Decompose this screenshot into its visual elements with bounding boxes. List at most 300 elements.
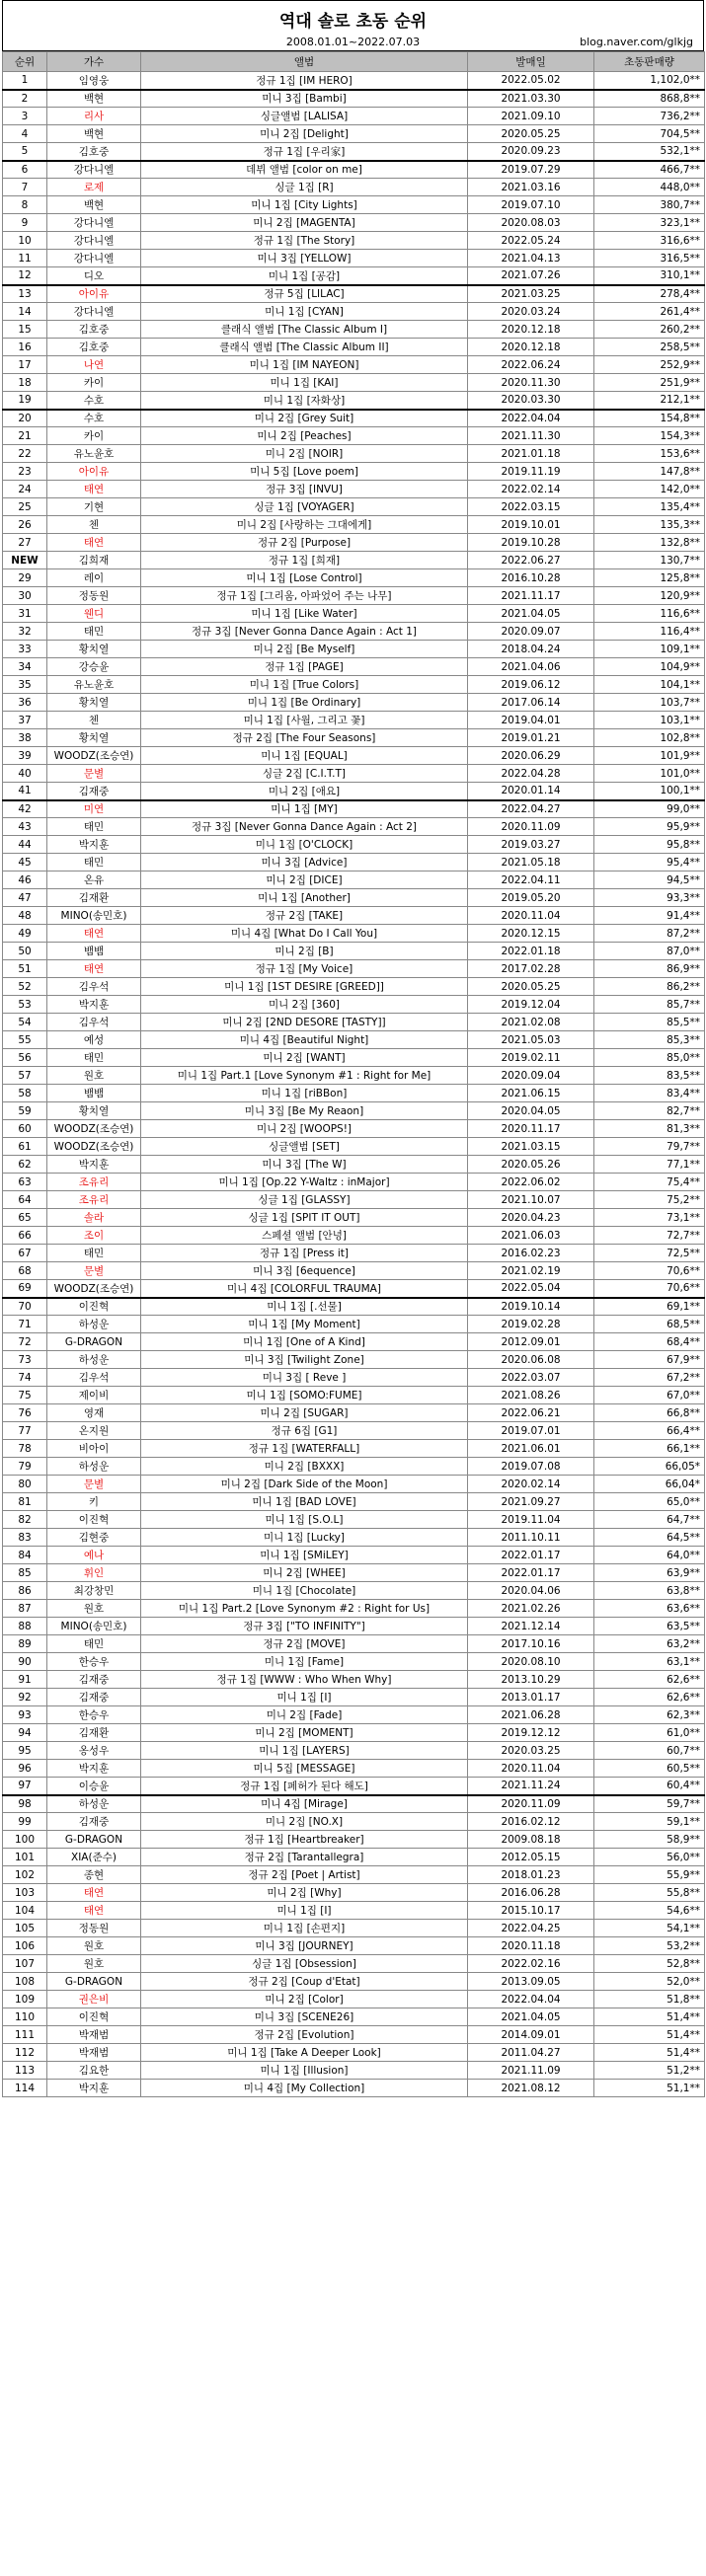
table-row [3,143,705,161]
sales-cell: 142,0** [594,481,705,498]
artist-cell: 수호 [47,392,141,410]
sales-cell: 135,4** [594,498,705,516]
release-date-cell: 2022.01.18 [468,943,594,960]
table-row [3,943,705,960]
album-cell: 스페셜 앨범 [안녕] [141,1227,468,1245]
release-date-cell: 2020.11.30 [468,374,594,392]
sales-cell: 83,5** [594,1067,705,1085]
table-row [3,605,705,623]
artist-cell: 박지훈 [47,1760,141,1778]
rank-cell: 59 [3,1102,47,1120]
rank-cell: 113 [3,2062,47,2080]
artist-cell: 이진혁 [47,2008,141,2026]
artist-cell: 제이비 [47,1387,141,1404]
rank-cell: 58 [3,1085,47,1102]
sales-cell: 1,102,0** [594,72,705,90]
sales-cell: 73,1** [594,1209,705,1227]
artist-cell: 문별 [47,765,141,783]
album-cell: 정규 1집 [희재] [141,552,468,569]
sales-cell: 154,8** [594,410,705,427]
table-row [3,1227,705,1245]
sales-cell: 448,0** [594,179,705,196]
sales-cell: 85,5** [594,1014,705,1031]
rank-cell: 56 [3,1049,47,1067]
album-cell: 미니 2집 [WANT] [141,1049,468,1067]
release-date-cell: 2021.09.27 [468,1493,594,1511]
rank-cell: 1 [3,72,47,90]
album-cell: 미니 1집 [MY] [141,800,468,818]
release-date-cell: 2019.10.28 [468,534,594,552]
release-date-cell: 2020.11.09 [468,1795,594,1813]
rank-cell: 86 [3,1582,47,1600]
album-cell: 싱글 2집 [C.I.T.T] [141,765,468,783]
sales-cell: 260,2** [594,321,705,339]
rank-cell: 13 [3,285,47,303]
album-cell: 미니 2집 [애요] [141,783,468,800]
release-date-cell: 2020.04.23 [468,1209,594,1227]
release-date-cell: 2021.02.26 [468,1600,594,1618]
artist-cell: 온유 [47,871,141,889]
album-cell: 미니 2집 [DICE] [141,871,468,889]
artist-cell: 카이 [47,427,141,445]
table-row [3,1049,705,1067]
rank-cell: 22 [3,445,47,463]
album-cell: 미니 1집 [IM NAYEON] [141,356,468,374]
album-cell: 미니 2집 [Delight] [141,125,468,143]
rank-cell: 30 [3,587,47,605]
table-row [3,339,705,356]
artist-cell: 하성운 [47,1316,141,1333]
table-row [3,1937,705,1955]
rank-cell: 29 [3,569,47,587]
sales-cell: 316,6** [594,232,705,250]
table-row [3,2044,705,2062]
artist-cell: 박지훈 [47,1156,141,1174]
artist-cell: MINO(송민호) [47,907,141,925]
sales-cell: 81,3** [594,1120,705,1138]
album-cell: 정규 2집 [Poet | Artist] [141,1866,468,1884]
table-row [3,1280,705,1298]
page-title: 역대 솔로 초동 순위 [278,12,428,32]
artist-cell: 원호 [47,1937,141,1955]
album-cell: 미니 1집 [Lose Control] [141,569,468,587]
rank-cell: 26 [3,516,47,534]
sales-cell: 154,3** [594,427,705,445]
release-date-cell: 2020.06.08 [468,1351,594,1369]
release-date-cell: 2022.04.25 [468,1920,594,1937]
album-cell: 미니 1집 [자화상] [141,392,468,410]
release-date-cell: 2022.06.21 [468,1404,594,1422]
album-cell: 미니 1집 Part.1 [Love Synonym #1 : Right for Me] [141,1067,468,1085]
sales-cell: 66,04* [594,1476,705,1493]
table-row [3,1955,705,1973]
rank-cell: 73 [3,1351,47,1369]
album-cell: 싱글 1집 [Obsession] [141,1955,468,1973]
artist-cell: 옹성우 [47,1742,141,1760]
album-cell: 정규 1집 [My Voice] [141,960,468,978]
artist-cell: MINO(송민호) [47,1618,141,1635]
album-cell: 정규 1집 [PAGE] [141,658,468,676]
sales-cell: 54,1** [594,1920,705,1937]
artist-cell: 원호 [47,1955,141,1973]
table-row [3,161,705,179]
artist-cell: 하성운 [47,1458,141,1476]
artist-cell: 태민 [47,623,141,641]
sales-cell: 63,8** [594,1582,705,1600]
rank-cell: 39 [3,747,47,765]
sales-cell: 380,7** [594,196,705,214]
table-row [3,356,705,374]
sales-cell: 103,1** [594,712,705,729]
sales-cell: 116,6** [594,605,705,623]
table-row [3,658,705,676]
rank-cell: 67 [3,1245,47,1262]
artist-cell: 김호중 [47,321,141,339]
source-url: blog.naver.com/glkjg [580,36,693,48]
sales-cell: 87,0** [594,943,705,960]
release-date-cell: 2022.06.27 [468,552,594,569]
table-row [3,108,705,125]
album-cell: 미니 1집 [1ST DESIRE [GREED]] [141,978,468,996]
release-date-cell: 2016.02.23 [468,1245,594,1262]
artist-cell: 태연 [47,925,141,943]
rank-cell: 92 [3,1689,47,1706]
release-date-cell: 2022.04.28 [468,765,594,783]
rank-cell: 57 [3,1067,47,1085]
sales-cell: 68,4** [594,1333,705,1351]
rank-cell: 41 [3,783,47,800]
artist-cell: 태연 [47,534,141,552]
sales-cell: 51,8** [594,1991,705,2008]
release-date-cell: 2020.05.25 [468,125,594,143]
rank-cell: 27 [3,534,47,552]
album-cell: 정규 1집 [우리家] [141,143,468,161]
release-date-cell: 2022.05.24 [468,232,594,250]
artist-cell: 강다니엘 [47,303,141,321]
rank-cell: 12 [3,267,47,285]
artist-cell: 정동원 [47,587,141,605]
rank-cell: 77 [3,1422,47,1440]
rank-cell: 76 [3,1404,47,1422]
table-row [3,1547,705,1564]
release-date-cell: 2020.11.09 [468,818,594,836]
album-cell: 정규 2집 [MOVE] [141,1635,468,1653]
release-date-cell: 2020.11.04 [468,1760,594,1778]
table-row [3,1351,705,1369]
release-date-cell: 2020.08.10 [468,1653,594,1671]
rank-cell: 11 [3,250,47,267]
rank-cell: 74 [3,1369,47,1387]
album-cell: 미니 4집 [COLORFUL TRAUMA] [141,1280,468,1298]
artist-cell: 첸 [47,712,141,729]
sales-cell: 70,6** [594,1262,705,1280]
table-row [3,427,705,445]
rank-cell: 8 [3,196,47,214]
table-row [3,1387,705,1404]
table-row [3,1618,705,1635]
table-row [3,1706,705,1724]
release-date-cell: 2019.03.27 [468,836,594,854]
album-cell: 정규 1집 [Heartbreaker] [141,1831,468,1849]
release-date-cell: 2011.04.27 [468,2044,594,2062]
artist-cell: 박지훈 [47,2080,141,2097]
column-header-first-week-sales: 초동판매량 [594,52,705,72]
release-date-cell: 2020.02.14 [468,1476,594,1493]
release-date-cell: 2020.03.24 [468,303,594,321]
album-cell: 미니 2집 [MOMENT] [141,1724,468,1742]
album-cell: 미니 2집 [Grey Suit] [141,410,468,427]
artist-cell: 태연 [47,1902,141,1920]
rank-cell: 38 [3,729,47,747]
sales-cell: 67,9** [594,1351,705,1369]
rank-cell: 35 [3,676,47,694]
sales-cell: 52,0** [594,1973,705,1991]
sales-cell: 62,6** [594,1689,705,1706]
release-date-cell: 2020.09.23 [468,143,594,161]
rank-cell: 43 [3,818,47,836]
rank-cell: 83 [3,1529,47,1547]
rank-cell: 47 [3,889,47,907]
sales-cell: 62,6** [594,1671,705,1689]
rank-cell: 44 [3,836,47,854]
artist-cell: 리사 [47,108,141,125]
sales-cell: 66,05* [594,1458,705,1476]
sales-cell: 109,1** [594,641,705,658]
artist-cell: 김재환 [47,1724,141,1742]
table-row [3,623,705,641]
table-row [3,498,705,516]
album-cell: 미니 4집 [Mirage] [141,1795,468,1813]
artist-cell: 김우석 [47,1369,141,1387]
release-date-cell: 2021.11.30 [468,427,594,445]
table-row [3,996,705,1014]
rank-cell: 85 [3,1564,47,1582]
sales-cell: 55,8** [594,1884,705,1902]
table-row [3,1529,705,1547]
release-date-cell: 2020.12.15 [468,925,594,943]
artist-cell: 정동원 [47,1920,141,1937]
table-row [3,854,705,871]
release-date-cell: 2017.10.16 [468,1635,594,1653]
album-cell: 미니 4집 [What Do I Call You] [141,925,468,943]
sales-cell: 104,1** [594,676,705,694]
table-row [3,1653,705,1671]
release-date-cell: 2020.04.05 [468,1102,594,1120]
column-header-artist: 가수 [47,52,141,72]
album-cell: 클래식 앨범 [The Classic Album II] [141,339,468,356]
album-cell: 미니 3집 [Advice] [141,854,468,871]
album-cell: 미니 2집 [NO.X] [141,1813,468,1831]
table-row [3,1582,705,1600]
release-date-cell: 2021.06.01 [468,1440,594,1458]
artist-cell: 솔라 [47,1209,141,1227]
release-date-cell: 2020.12.18 [468,339,594,356]
rank-cell: 9 [3,214,47,232]
release-date-cell: 2014.09.01 [468,2026,594,2044]
sales-cell: 69,1** [594,1298,705,1316]
table-row [3,1174,705,1191]
release-date-cell: 2019.11.04 [468,1511,594,1529]
sales-cell: 75,2** [594,1191,705,1209]
release-date-cell: 2022.06.02 [468,1174,594,1191]
artist-cell: 강다니엘 [47,232,141,250]
rank-cell: 24 [3,481,47,498]
artist-cell: 김재중 [47,1671,141,1689]
sales-cell: 51,1** [594,2080,705,2097]
album-cell: 미니 2집 [360] [141,996,468,1014]
album-cell: 미니 1집 [S.O.L] [141,1511,468,1529]
table-row [3,285,705,303]
sales-cell: 66,8** [594,1404,705,1422]
rank-cell: 31 [3,605,47,623]
album-cell: 미니 2집 [NOIR] [141,445,468,463]
sales-cell: 53,2** [594,1937,705,1955]
artist-cell: 박재범 [47,2026,141,2044]
table-row [3,232,705,250]
sales-cell: 278,4** [594,285,705,303]
table-row [3,1724,705,1742]
table-row [3,72,705,90]
rank-cell: 40 [3,765,47,783]
sales-cell: 59,1** [594,1813,705,1831]
table-row [3,907,705,925]
rank-cell: 14 [3,303,47,321]
release-date-cell: 2022.01.17 [468,1564,594,1582]
table-row [3,481,705,498]
table-row [3,1671,705,1689]
artist-cell: 김우석 [47,978,141,996]
sales-cell: 52,8** [594,1955,705,1973]
release-date-cell: 2022.02.14 [468,481,594,498]
table-row [3,1493,705,1511]
sales-cell: 77,1** [594,1156,705,1174]
artist-cell: 아이유 [47,463,141,481]
rank-cell: 25 [3,498,47,516]
artist-cell: 미연 [47,800,141,818]
table-row [3,1564,705,1582]
artist-cell: 박재범 [47,2044,141,2062]
sales-cell: 85,7** [594,996,705,1014]
rank-cell: 50 [3,943,47,960]
column-header-album: 앨범 [141,52,468,72]
artist-cell: 레이 [47,569,141,587]
table-row [3,729,705,747]
rank-cell: 81 [3,1493,47,1511]
sales-cell: 72,5** [594,1245,705,1262]
rank-cell: 105 [3,1920,47,1937]
artist-cell: WOODZ(조승연) [47,1280,141,1298]
artist-cell: 나연 [47,356,141,374]
rank-cell: 107 [3,1955,47,1973]
album-cell: 정규 3집 [INVU] [141,481,468,498]
sales-cell: 91,4** [594,907,705,925]
artist-cell: 황치열 [47,641,141,658]
sales-cell: 63,9** [594,1564,705,1582]
release-date-cell: 2020.01.14 [468,783,594,800]
rank-cell: 32 [3,623,47,641]
artist-cell: 김호중 [47,339,141,356]
release-date-cell: 2013.01.17 [468,1689,594,1706]
sales-cell: 55,9** [594,1866,705,1884]
table-row [3,978,705,996]
artist-cell: 조유리 [47,1174,141,1191]
album-cell: 미니 1집 [BAD LOVE] [141,1493,468,1511]
release-date-cell: 2020.03.25 [468,1742,594,1760]
album-cell: 미니 1집 [손편지] [141,1920,468,1937]
rank-cell: 90 [3,1653,47,1671]
rank-cell: 101 [3,1849,47,1866]
album-cell: 미니 1집 [Be Ordinary] [141,694,468,712]
sales-cell: 95,8** [594,836,705,854]
table-row [3,179,705,196]
release-date-cell: 2021.10.07 [468,1191,594,1209]
release-date-cell: 2013.10.29 [468,1671,594,1689]
sales-cell: 65,0** [594,1493,705,1511]
sales-cell: 116,4** [594,623,705,641]
album-cell: 미니 1집 Part.2 [Love Synonym #2 : Right for Us] [141,1600,468,1618]
album-cell: 미니 2집 [SUGAR] [141,1404,468,1422]
artist-cell: 박지훈 [47,836,141,854]
artist-cell: 비아이 [47,1440,141,1458]
album-cell: 미니 2집 [사랑하는 그대에게] [141,516,468,534]
table-header-row [3,52,705,72]
sales-cell: 62,3** [594,1706,705,1724]
sales-cell: 104,9** [594,658,705,676]
sales-cell: 532,1** [594,143,705,161]
artist-cell: 종현 [47,1866,141,1884]
artist-cell: 김재중 [47,1689,141,1706]
sales-cell: 94,5** [594,871,705,889]
sales-cell: 51,4** [594,2008,705,2026]
album-cell: 정규 1집 [그리움, 아파었어 주는 나무] [141,587,468,605]
rank-cell: 2 [3,90,47,108]
sales-cell: 67,0** [594,1387,705,1404]
sales-cell: 86,2** [594,978,705,996]
artist-cell: 황치열 [47,694,141,712]
sales-cell: 130,7** [594,552,705,569]
sales-cell: 95,9** [594,818,705,836]
artist-cell: 조이 [47,1227,141,1245]
artist-cell: 태민 [47,1049,141,1067]
table-row [3,1440,705,1458]
table-row [3,303,705,321]
sales-cell: 64,0** [594,1547,705,1564]
rank-cell: 6 [3,161,47,179]
album-cell: 미니 1집 [I] [141,1902,468,1920]
sales-cell: 79,7** [594,1138,705,1156]
release-date-cell: 2020.08.03 [468,214,594,232]
table-row [3,783,705,800]
table-row [3,90,705,108]
album-cell: 미니 1집 [LAYERS] [141,1742,468,1760]
release-date-cell: 2021.11.09 [468,2062,594,2080]
release-date-cell: 2022.04.11 [468,871,594,889]
sales-cell: 93,3** [594,889,705,907]
album-cell: 미니 1집 [Op.22 Y-Waltz : inMajor] [141,1174,468,1191]
rank-cell: 75 [3,1387,47,1404]
artist-cell: 첸 [47,516,141,534]
album-cell: 정규 1집 [Press it] [141,1245,468,1262]
release-date-cell: 2022.04.04 [468,1991,594,2008]
album-cell: 정규 6집 [G1] [141,1422,468,1440]
artist-cell: 김호중 [47,143,141,161]
artist-cell: 황치열 [47,1102,141,1120]
table-row [3,1849,705,1866]
table-row [3,250,705,267]
release-date-cell: 2022.04.27 [468,800,594,818]
release-date-cell: 2021.03.25 [468,285,594,303]
column-header-release-date: 발매일 [468,52,594,72]
